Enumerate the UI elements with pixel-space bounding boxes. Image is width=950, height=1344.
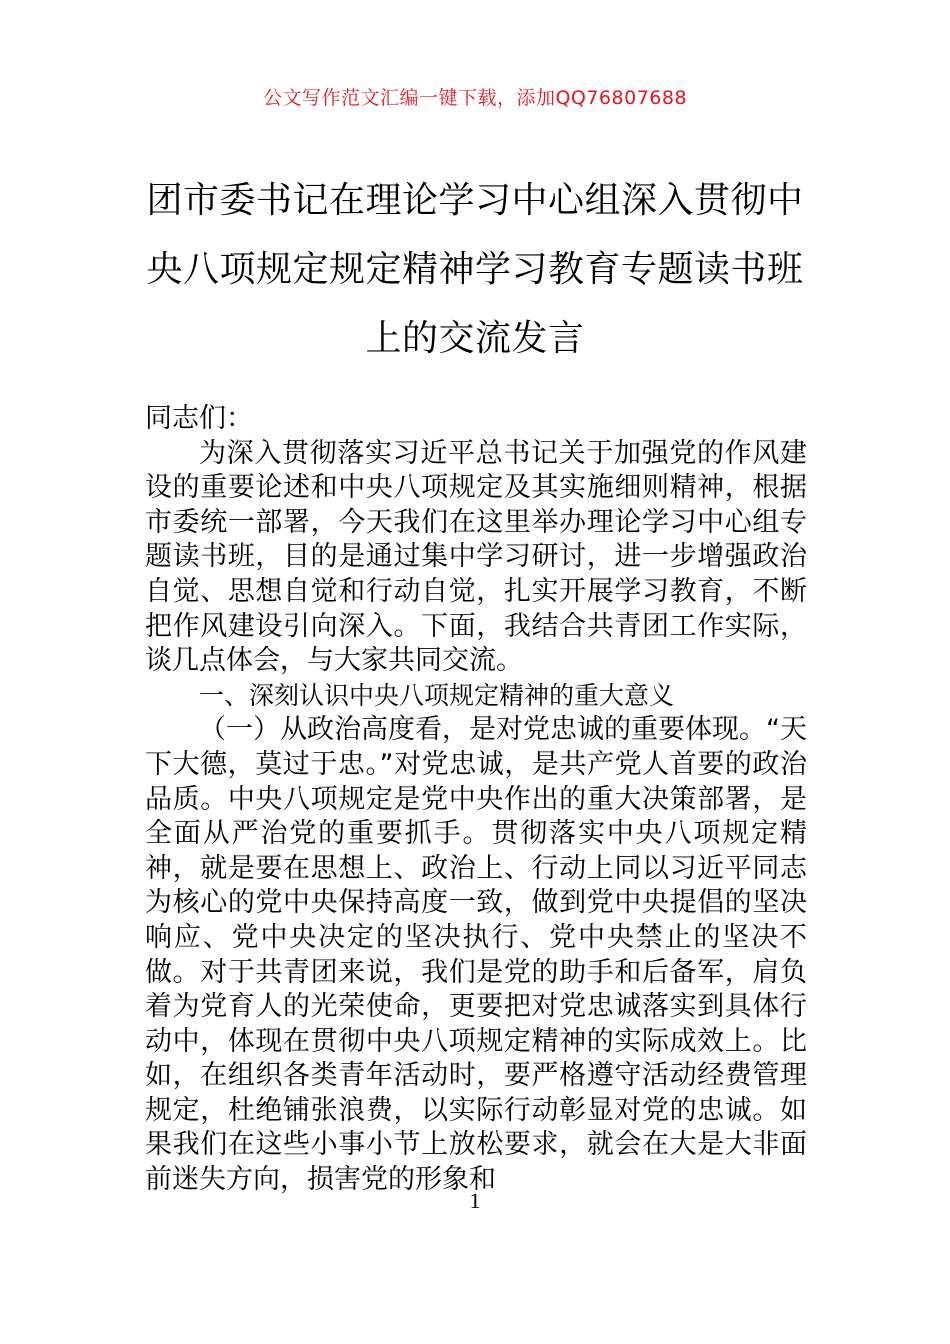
- title-line: 央八项规定规定精神学习教育专题读书班: [146, 249, 804, 290]
- document-body: [145, 402, 807, 1198]
- intro-paragraph: 为深入贯彻落实习近平总书记关于加强党的作风建设的重要论述和中央八项规定及其实施细则精神，根据市委统一部署，今天我们在这里举办理论学习中心组专题读书班，目的是通过集中学习研讨，进一步增强政治自觉、思想自觉和行动自觉，扎实开展学习教育，不断把作风建设引向深入。下面，我结合共青团工作实际，谈几点体会，与大家共同交流。: [145, 437, 807, 677]
- section-heading: 一、深刻认识中央八项规定精神的重大意义: [199, 680, 675, 710]
- download-promo-note: 公文写作范文汇编一键下载，添加QQ76807688: [262, 87, 688, 109]
- section-paragraph: （一）从政治高度看，是对党忠诚的重要体现。“天下大德，莫过于忠。”对党忠诚，是共产党人首要的政治品质。中央八项规定是党中央作出的重大决策部署，是全面从严治党的重要抓手。贯彻落实中央八项规定精神，就是要在思想上、政治上、行动上同以习近平同志为核心的党中央保持高度一致，做到党中央提倡的坚决响应、党中央决定的坚决执行、党中央禁止的坚决不做。对于共青团来说，我们是党的助手和后备军，肩负着为党育人的光荣使命，更要把对党忠诚落实到具体行动中，体现在贯彻中央八项规定精神的实际成效上。比如，在组织各类青年活动时，要严格遵守活动经费管理规定，杜绝铺张浪费，以实际行动彰显对党的忠诚。如果我们在这些小事小节上放松要求，就会在大是大非面前迷失方向，损害党的形象和: [145, 714, 807, 1196]
- salutation: 同志们：: [145, 403, 253, 434]
- title-line: 上的交流发言: [365, 318, 585, 359]
- document-title: [145, 166, 805, 373]
- title-line: 团市委书记在理论学习中心组深入贯彻中: [146, 180, 804, 221]
- page-number: 1: [469, 1188, 481, 1213]
